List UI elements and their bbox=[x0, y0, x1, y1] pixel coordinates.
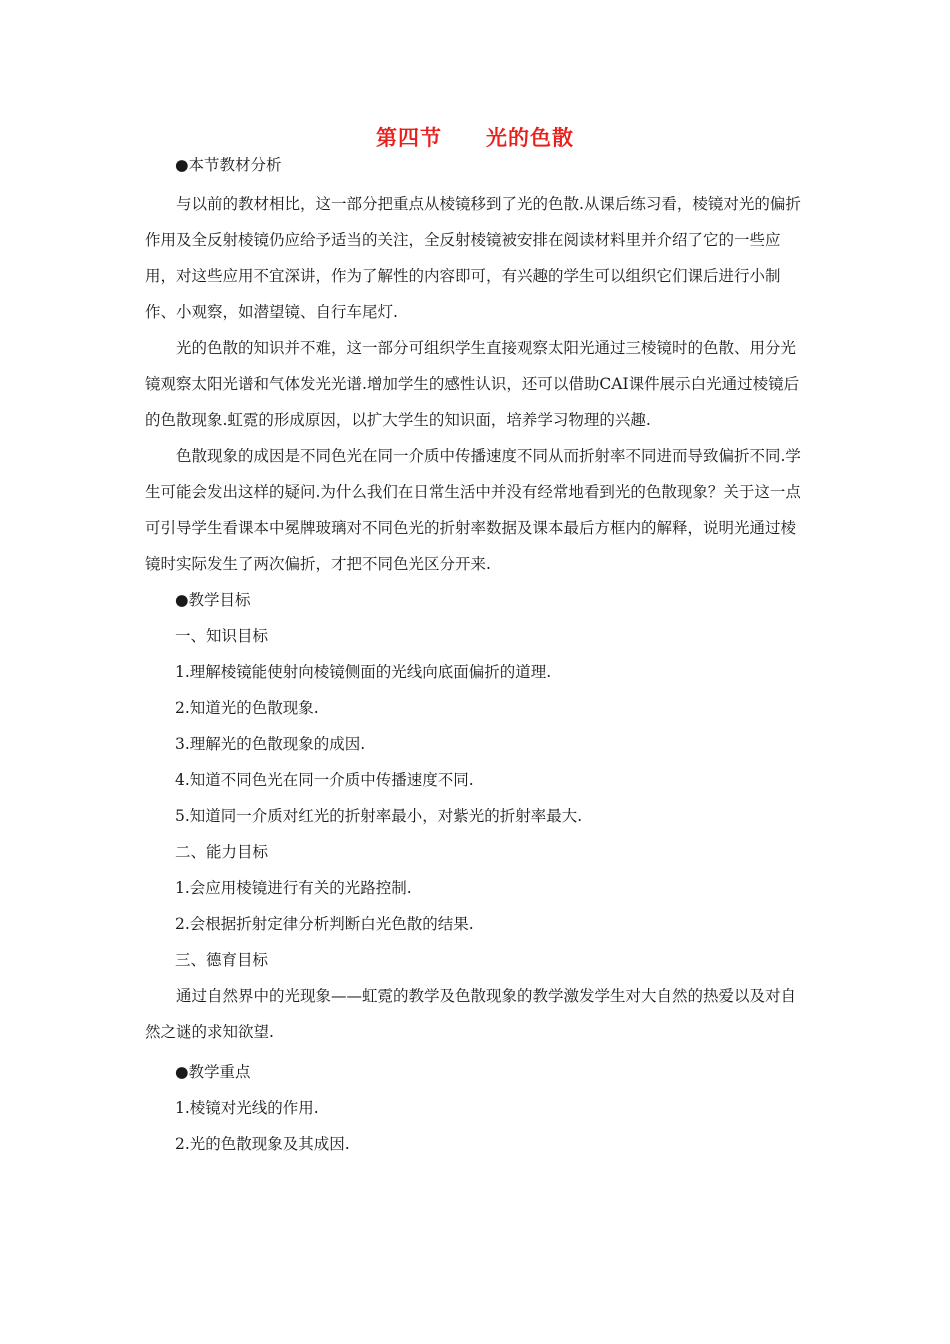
list-item: 1.理解棱镜能使射向棱镜侧面的光线向底面偏折的道理. bbox=[175, 663, 552, 681]
list-item: 5.知道同一介质对红光的折射率最小，对紫光的折射率最大. bbox=[175, 807, 583, 825]
section-heading-goals: ●教学目标 bbox=[175, 591, 251, 609]
list-item: 2.会根据折射定律分析判断白光色散的结果. bbox=[175, 915, 474, 933]
subheading-ability: 二、能力目标 bbox=[175, 843, 269, 861]
moral-paragraph: 通过自然界中的光现象——虹霓的教学及色散现象的教学激发学生对大自然的热爱以及对自然之谜的求知欲望. bbox=[145, 987, 797, 1041]
subheading-knowledge: 一、知识目标 bbox=[175, 627, 269, 645]
section-heading-key-points: ●教学重点 bbox=[175, 1063, 251, 1081]
subheading-moral: 三、德育目标 bbox=[175, 951, 269, 969]
analysis-paragraph-3: 色散现象的成因是不同色光在同一介质中传播速度不同从而折射率不同进而导致偏折不同.学生可能会发出这样的疑问.为什么我们在日常生活中并没有经常地看到光的色散现象？关于这一点可引导学生看课本中冕牌玻璃对不同色光的折射率数据及课本最后方框内的解释，说明光通过棱镜时实际发生了两次偏折，才把不同色光区分开来. bbox=[145, 447, 801, 573]
list-item: 2.光的色散现象及其成因. bbox=[175, 1135, 350, 1153]
document-body bbox=[145, 150, 807, 1162]
page-title: 第四节 光的色散 bbox=[376, 125, 574, 150]
section-heading-analysis: ●本节教材分析 bbox=[175, 156, 282, 174]
analysis-paragraph-1: 与以前的教材相比，这一部分把重点从棱镜移到了光的色散.从课后练习看，棱镜对光的偏折作用及全反射棱镜仍应给予适当的关注，全反射棱镜被安排在阅读材料里并介绍了它的一些应用，对这些应用不宜深讲，作为了解性的内容即可，有兴趣的学生可以组织它们课后进行小制作、小观察，如潜望镜、自行车尾灯. bbox=[145, 195, 801, 321]
list-item: 2.知道光的色散现象. bbox=[175, 699, 319, 717]
analysis-paragraph-2: 光的色散的知识并不难，这一部分可组织学生直接观察太阳光通过三棱镜时的色散、用分光镜观察太阳光谱和气体发光光谱.增加学生的感性认识，还可以借助CAI课件展示白光通过棱镜后的色散现象.虹霓的形成原因，以扩大学生的知识面，培养学习物理的兴趣. bbox=[145, 339, 800, 429]
list-item: 3.理解光的色散现象的成因. bbox=[175, 735, 366, 753]
list-item: 4.知道不同色光在同一介质中传播速度不同. bbox=[175, 771, 474, 789]
list-item: 1.会应用棱镜进行有关的光路控制. bbox=[175, 879, 412, 897]
list-item: 1.棱镜对光线的作用. bbox=[175, 1099, 319, 1117]
